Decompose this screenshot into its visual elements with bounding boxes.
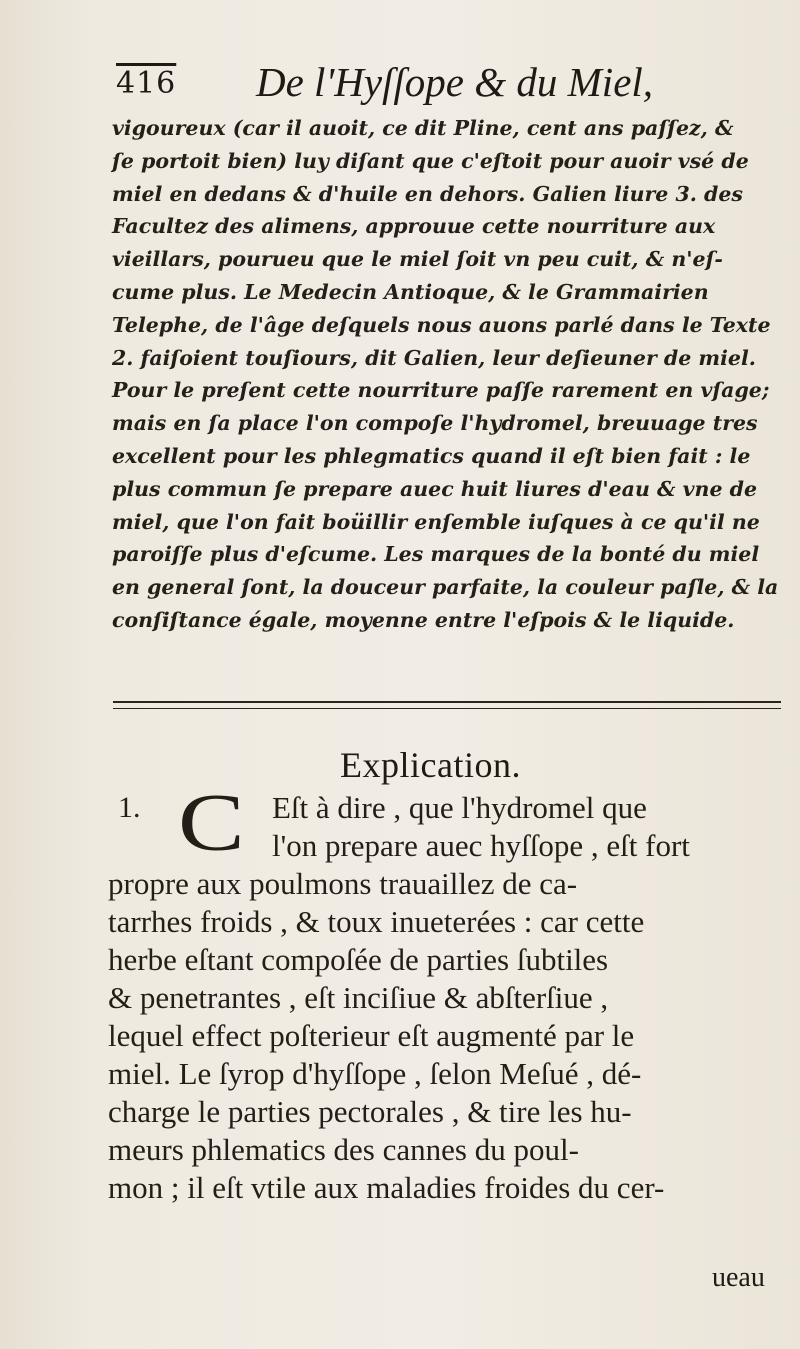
- explication-line: charge le parties pectorales , & tire les hu-: [108, 1094, 632, 1129]
- explication-line: propre aux poulmons trauaillez de ca-: [108, 866, 578, 901]
- italic-line: miel en dedans & d'huile en dehors. Galien liure 3. des: [112, 181, 743, 206]
- italic-line: paroiſſe plus d'eſcume. Les marques de la bonté du miel: [112, 542, 760, 567]
- explication-line: tarrhes froids , & toux inueterées : car cette: [108, 904, 645, 939]
- note-number: 1.: [118, 791, 141, 824]
- explication-line: l'on prepare auec hyſſope , eſt fort: [272, 828, 690, 863]
- italic-line: miel, que l'on fait boüillir enſemble iuſques à ce qu'il ne: [112, 509, 760, 534]
- italic-line: mais en ſa place l'on compoſe l'hydromel, breuuage tres: [112, 411, 758, 436]
- italic-line: ſe portoit bien) luy diſant que c'eſtoit pour auoir vsé de: [112, 148, 749, 173]
- italic-line: vigoureux (car il auoit, ce dit Pline, cent ans paſſez, &: [112, 116, 734, 140]
- running-title: De l'Hyſſope & du Miel,: [256, 59, 654, 105]
- italic-line: Pour le preſent cette nourriture paſſe rarement en vſage;: [112, 378, 770, 403]
- italic-line: en general ſont, la douceur parfaite, la couleur paſle, & la: [112, 575, 779, 600]
- italic-line: vieillars, pourueu que le miel ſoit vn peu cuit, & n'eſ-: [112, 247, 723, 272]
- catchword: ueau: [712, 1262, 765, 1293]
- section-divider: [113, 701, 781, 709]
- explication-paragraph: [108, 776, 798, 1319]
- italic-line: excellent pour les phlegmatics quand il eſt bien fait : le: [112, 443, 751, 468]
- section-title: Explication.: [340, 745, 521, 785]
- italic-paragraph: [112, 112, 792, 637]
- italic-line: Facultez des alimens, approuue cette nourriture aux: [112, 214, 716, 239]
- explication-line: mon ; il eſt vtile aux maladies froides du cer-: [108, 1170, 665, 1205]
- italic-line: plus commun ſe prepare auec huit liures d'eau & vne de: [112, 476, 758, 501]
- drop-cap: C: [178, 776, 245, 868]
- explication-line: Eſt à dire , que l'hydromel que: [272, 790, 647, 825]
- explication-line: meurs phlematics des cannes du poul-: [108, 1132, 579, 1167]
- italic-line: 2. faiſoient touſiours, dit Galien, leur deſieuner de miel.: [112, 345, 756, 370]
- italic-line: conſiſtance égale, moyenne entre l'eſpois & le liquide.: [112, 607, 735, 632]
- page-header: [116, 58, 756, 110]
- italic-line: Telephe, de l'âge deſquels nous auons parlé dans le Texte: [112, 312, 771, 337]
- explication-line: miel. Le ſyrop d'hyſſope , ſelon Meſué , dé-: [108, 1056, 642, 1091]
- page-number: 416: [116, 66, 177, 101]
- explication-line: & penetrantes , eſt inciſiue & abſterſiue ,: [108, 980, 609, 1015]
- explication-line: lequel effect poſterieur eſt augmenté par le: [108, 1018, 635, 1053]
- italic-line: cume plus. Le Medecin Antioque, & le Grammairien: [112, 279, 709, 304]
- explication-line: herbe eſtant compoſée de parties ſubtiles: [108, 942, 609, 977]
